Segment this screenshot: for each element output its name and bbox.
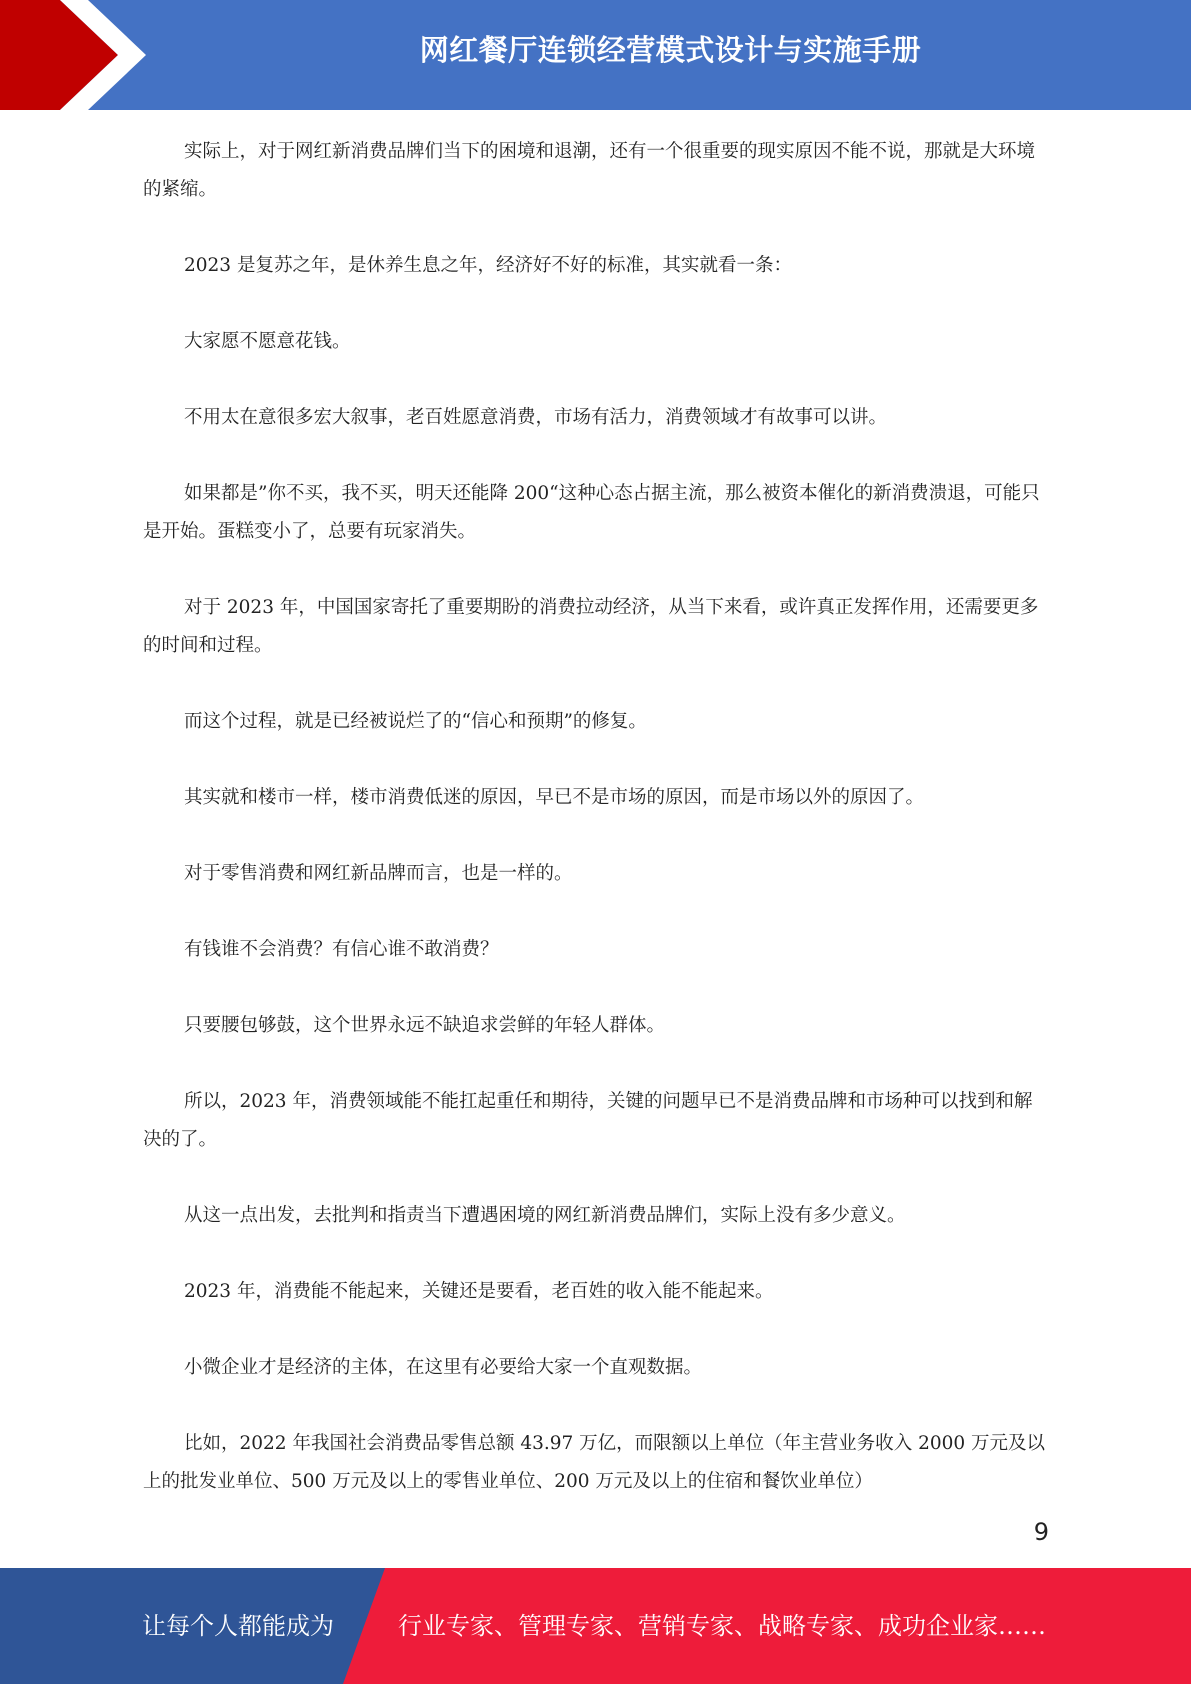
- header-banner: [0, 0, 1191, 110]
- paragraph: 2023 是复苏之年，是休养生息之年，经济好不好的标准，其实就看一条：: [184, 255, 792, 276]
- footer-slogan-right: 行业专家、管理专家、营销专家、战略专家、成功企业家……: [398, 1612, 1046, 1640]
- paragraph: 其实就和楼市一样，楼市消费低迷的原因，早已不是市场的原因，而是市场以外的原因了。: [184, 787, 925, 808]
- paragraph: 而这个过程，就是已经被说烂了的“信心和预期”的修复。: [184, 711, 647, 732]
- body-text: [143, 133, 1048, 1539]
- footer-banner: [0, 1568, 1191, 1684]
- paragraph: 从这一点出发，去批判和指责当下遭遇困境的网红新消费品牌们，实际上没有多少意义。: [184, 1205, 906, 1226]
- paragraph: 小微企业才是经济的主体，在这里有必要给大家一个直观数据。: [184, 1357, 703, 1378]
- paragraph: 只要腰包够鼓，这个世界永远不缺追求尝鲜的年轻人群体。: [184, 1015, 666, 1036]
- paragraph: 有钱谁不会消费？有信心谁不敢消费？: [184, 939, 499, 960]
- page-number: 9: [1033, 1518, 1049, 1546]
- paragraph: 对于 2023 年，中国国家寄托了重要期盼的消费拉动经济，从当下来看，或许真正发挥作用，还需要更多的时间和过程。: [143, 597, 1039, 656]
- paragraph: 如果都是”你不买，我不买，明天还能降 200“这种心态占据主流，那么被资本催化的新消费溃退，可能只是开始。蛋糕变小了，总要有玩家消失。: [143, 483, 1040, 542]
- chevron-arrow-icon: [0, 0, 150, 110]
- paragraph: 比如，2022 年我国社会消费品零售总额 43.97 万亿，而限额以上单位（年主营业务收入 2000 万元及以上的批发业单位、500 万元及以上的零售业单位、200 万元及以上的住宿和餐饮业单位）: [143, 1433, 1046, 1492]
- document-title: 网红餐厅连锁经营模式设计与实施手册: [419, 33, 922, 67]
- footer-slogan-left: 让每个人都能成为: [142, 1612, 334, 1640]
- paragraph: 对于零售消费和网红新品牌而言，也是一样的。: [184, 863, 573, 884]
- paragraph: 2023 年，消费能不能起来，关键还是要看，老百姓的收入能不能起来。: [184, 1281, 774, 1302]
- paragraph: 实际上，对于网红新消费品牌们当下的困境和退潮，还有一个很重要的现实原因不能不说，那就是大环境的紧缩。: [143, 141, 1036, 200]
- paragraph: 不用太在意很多宏大叙事，老百姓愿意消费，市场有活力，消费领域才有故事可以讲。: [184, 407, 888, 428]
- paragraph: 大家愿不愿意花钱。: [184, 331, 351, 352]
- paragraph: 所以，2023 年，消费领域能不能扛起重任和期待，关键的问题早已不是消费品牌和市场种可以找到和解决的了。: [143, 1091, 1033, 1150]
